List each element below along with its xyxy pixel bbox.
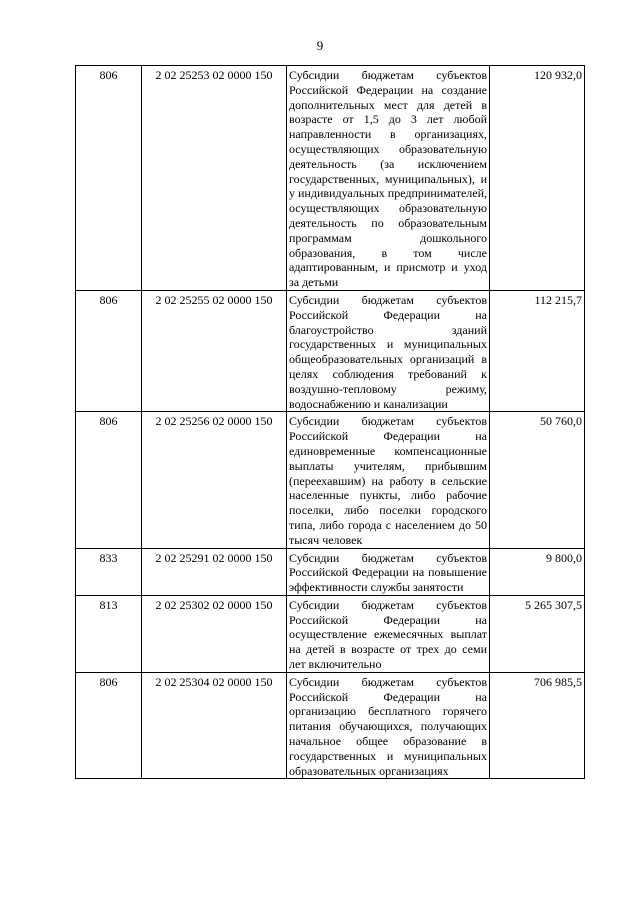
table-row	[76, 595, 585, 672]
revenue-name-cell: Субсидии бюджетам субъектов Российской Федерации на повышение эффективности службы занятости	[287, 548, 490, 595]
administrator-code-cell: 813	[76, 595, 142, 672]
administrator-code-cell: 806	[76, 290, 142, 411]
table-row	[76, 66, 585, 291]
administrator-code-cell: 806	[76, 412, 142, 548]
administrator-code-cell: 833	[76, 548, 142, 595]
revenue-name-cell: Субсидии бюджетам субъектов Российской Федерации на создание дополнительных мест для детей в возрасте от 1,5 до 3 лет любой направленности в организациях, осуществляющих образовательную деятельность (за исключением государственных, муниципальных), и у индивидуальных предпринимателей, осуществляющих образовательную деятельность по образовательным программам дошкольного образования, в том числе адаптированным, и присмотр и уход за детьми	[287, 66, 490, 291]
amount-cell: 120 932,0	[490, 66, 585, 291]
table-row	[76, 548, 585, 595]
revenue-name-cell: Субсидии бюджетам субъектов Российской Федерации на осуществление ежемесячных выплат на детей в возрасте от трех до семи лет включительно	[287, 595, 490, 672]
table-row	[76, 290, 585, 411]
budget-revenue-table	[75, 65, 585, 779]
amount-cell: 112 215,7	[490, 290, 585, 411]
amount-cell: 5 265 307,5	[490, 595, 585, 672]
administrator-code-cell: 806	[76, 66, 142, 291]
administrator-code-cell: 806	[76, 672, 142, 779]
budget-classification-code-cell: 2 02 25255 02 0000 150	[142, 290, 287, 411]
amount-cell: 9 800,0	[490, 548, 585, 595]
amount-cell: 706 985,5	[490, 672, 585, 779]
budget-classification-code-cell: 2 02 25253 02 0000 150	[142, 66, 287, 291]
revenue-name-cell: Субсидии бюджетам субъектов Российской Федерации на единовременные компенсационные выплаты учителям, прибывшим (переехавшим) на работу в сельские населенные пункты, либо рабочие поселки, либо поселки городского типа, либо города с населением до 50 тысяч человек	[287, 412, 490, 548]
budget-classification-code-cell: 2 02 25302 02 0000 150	[142, 595, 287, 672]
table-row	[76, 672, 585, 779]
budget-classification-code-cell: 2 02 25291 02 0000 150	[142, 548, 287, 595]
budget-classification-code-cell: 2 02 25304 02 0000 150	[142, 672, 287, 779]
table-row	[76, 412, 585, 548]
revenue-name-cell: Субсидии бюджетам субъектов Российской Федерации на благоустройство зданий государственных и муниципальных общеобразовательных организаций в целях соблюдения требований к воздушно-тепловому режиму, водоснабжению и канализации	[287, 290, 490, 411]
page-number: 9	[316, 38, 324, 53]
revenue-name-cell: Субсидии бюджетам субъектов Российской Федерации на организацию бесплатного горячего питания обучающихся, получающих начальное общее образование в государственных и муниципальных образовательных организациях	[287, 672, 490, 779]
amount-cell: 50 760,0	[490, 412, 585, 548]
budget-classification-code-cell: 2 02 25256 02 0000 150	[142, 412, 287, 548]
